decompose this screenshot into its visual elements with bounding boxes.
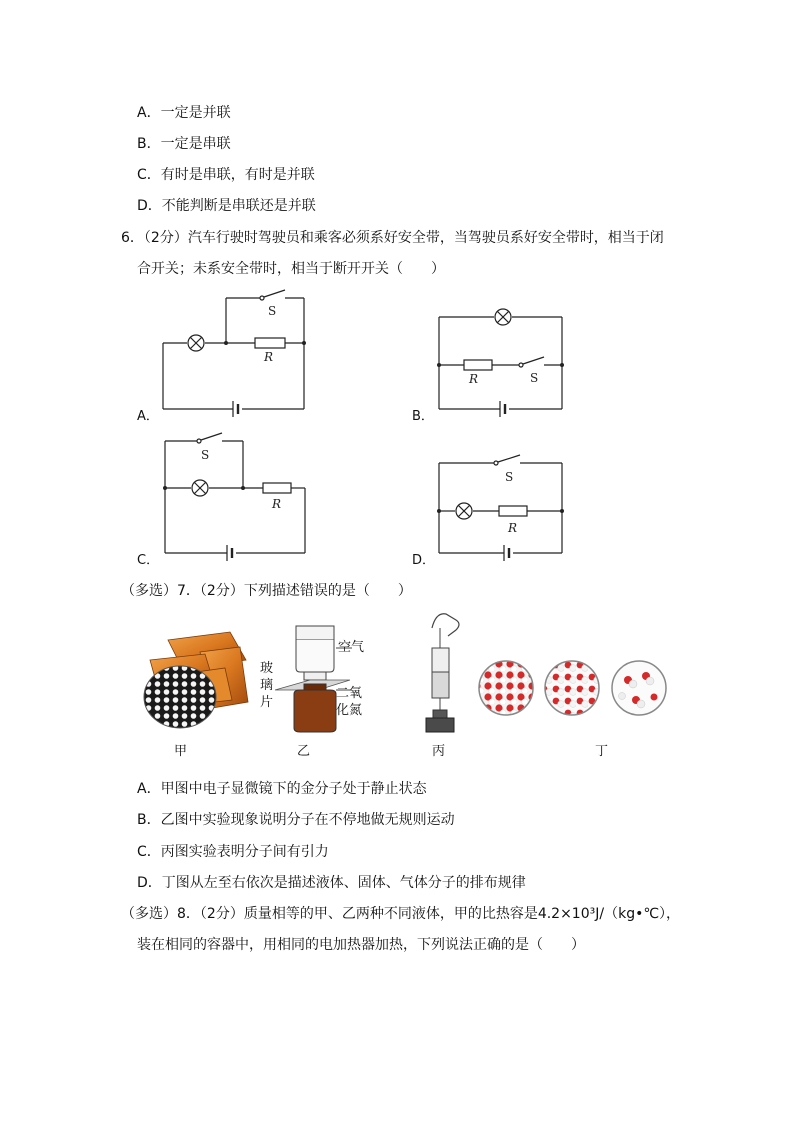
q5-option-d[interactable]: D．不能判断是串联还是并联 <box>137 198 316 214</box>
q7-option-a[interactable]: A．甲图中电子显微镜下的金分子处于静止状态 <box>137 781 427 797</box>
circuit-a-caption[interactable]: A． <box>137 409 159 424</box>
figure-yi-glass-label: 玻璃片 <box>260 661 274 710</box>
figure-jia-label: 甲 <box>174 744 188 759</box>
figure-yi-label: 乙 <box>297 744 311 759</box>
q7-stem: （多选）7．（2分）下列描述错误的是（ ） <box>121 583 412 599</box>
circuit-b-switch-label: S <box>530 371 539 385</box>
circuit-c-caption[interactable]: C． <box>137 553 160 568</box>
q5-option-c[interactable]: C．有时是串联，有时是并联 <box>137 167 315 183</box>
circuit-d-switch-label: S <box>505 470 514 484</box>
circuit-c-switch-label: S <box>201 448 210 462</box>
q6-stem-line2: 合开关；未系安全带时，相当于断开开关（ ） <box>137 261 445 277</box>
q5-option-a[interactable]: A．一定是并联 <box>137 105 231 121</box>
q7-option-b[interactable]: B．乙图中实验现象说明分子在不停地做无规则运动 <box>137 812 455 828</box>
q8-stem-line1: （多选）8．（2分）质量相等的甲、乙两种不同液体，甲的比热容是4.2×10³J/（kg•℃）， <box>121 906 681 922</box>
figure-yi-no2-label: 二氧化氮 <box>336 686 363 718</box>
q8-stem-line2: 装在相同的容器中，用相同的电加热器加热，下列说法正确的是（ ） <box>137 937 585 953</box>
figure-ding-label: 丁 <box>595 744 609 759</box>
q6-stem-line1: 6．（2分）汽车行驶时驾驶员和乘客必须系好安全带，当驾驶员系好安全带时，相当于闭 <box>121 230 664 246</box>
figure-yi-air-label: 空气 <box>338 640 365 655</box>
circuit-c-resistor-label: R <box>272 497 282 511</box>
circuit-a-switch-label: S <box>268 304 277 318</box>
circuit-b-caption[interactable]: B． <box>412 409 434 424</box>
figure-bing-label: 丙 <box>432 744 446 759</box>
circuit-d-resistor-label: R <box>508 521 518 535</box>
q5-option-b[interactable]: B．一定是串联 <box>137 136 231 152</box>
circuit-b-resistor-label: R <box>469 372 479 386</box>
circuit-a-resistor-label: R <box>264 350 274 364</box>
q7-option-d[interactable]: D．丁图从左至右依次是描述液体、固体、气体分子的排布规律 <box>137 875 526 891</box>
circuit-d-caption[interactable]: D． <box>412 553 436 568</box>
q7-option-c[interactable]: C．丙图实验表明分子间有引力 <box>137 844 329 860</box>
